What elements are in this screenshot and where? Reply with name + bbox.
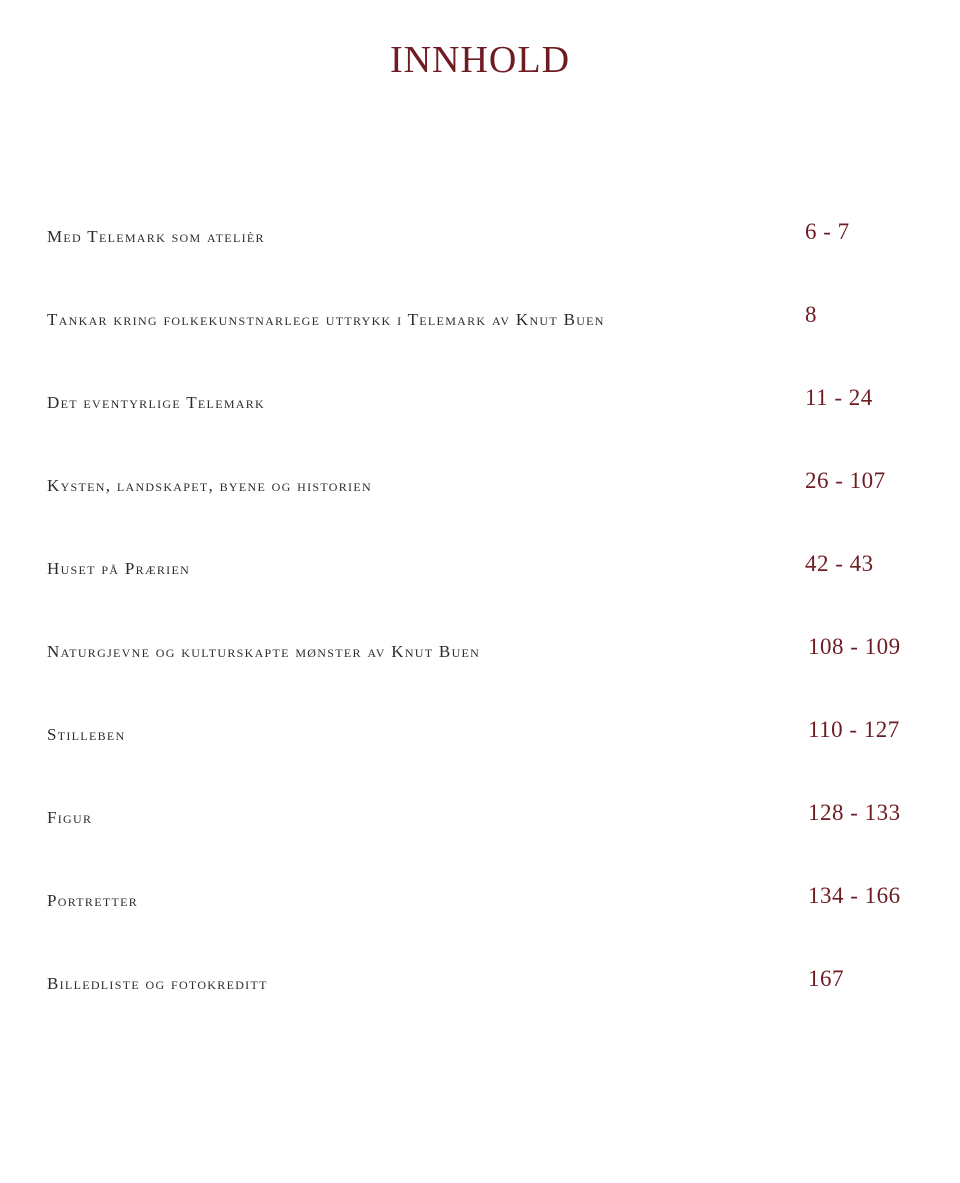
toc-entry[interactable] [0,879,960,919]
toc-entry-title: Kysten, landskapet, byene og historien [47,476,372,495]
toc-entry-title: Huset på Prærien [47,559,191,578]
toc-entry-title: Stilleben [47,725,126,744]
toc-entry[interactable] [0,298,960,338]
toc-entry-pages: 134 - 166 [808,883,901,908]
toc-entry-pages: 108 - 109 [808,634,901,659]
toc-entry-pages: 6 - 7 [805,219,850,244]
toc-entry-pages: 128 - 133 [808,800,901,825]
toc-entry-title: Med Telemark som atelièr [47,227,265,246]
toc-entry-title: Det eventyrlige Telemark [47,393,266,412]
toc-entry[interactable] [0,215,960,255]
page-title: INNHOLD [389,39,571,81]
toc-entry-title: Tankar kring folkekunstnarlege uttrykk i Telemark av Knut Buen [47,310,605,329]
toc-entry-pages: 42 - 43 [805,551,874,576]
toc-entry-title: Naturgjevne og kulturskapte mønster av Knut Buen [47,642,481,661]
toc-entry[interactable] [0,464,960,504]
toc-entry[interactable] [0,381,960,421]
toc-entry[interactable] [0,962,960,1002]
toc-entry-title: Billedliste og fotokreditt [47,974,268,993]
toc-entry[interactable] [0,713,960,753]
toc-entry-pages: 167 [808,966,844,991]
toc-entry-title: Figur [47,808,93,827]
toc-entry-pages: 110 - 127 [808,717,900,742]
toc-entry-title: Portretter [47,891,139,910]
toc-entry-pages: 8 [805,302,817,327]
toc-entry[interactable] [0,796,960,836]
toc-entry[interactable] [0,547,960,587]
toc-entry-pages: 26 - 107 [805,468,886,493]
toc-entry[interactable] [0,630,960,670]
toc-entry-pages: 11 - 24 [805,385,873,410]
